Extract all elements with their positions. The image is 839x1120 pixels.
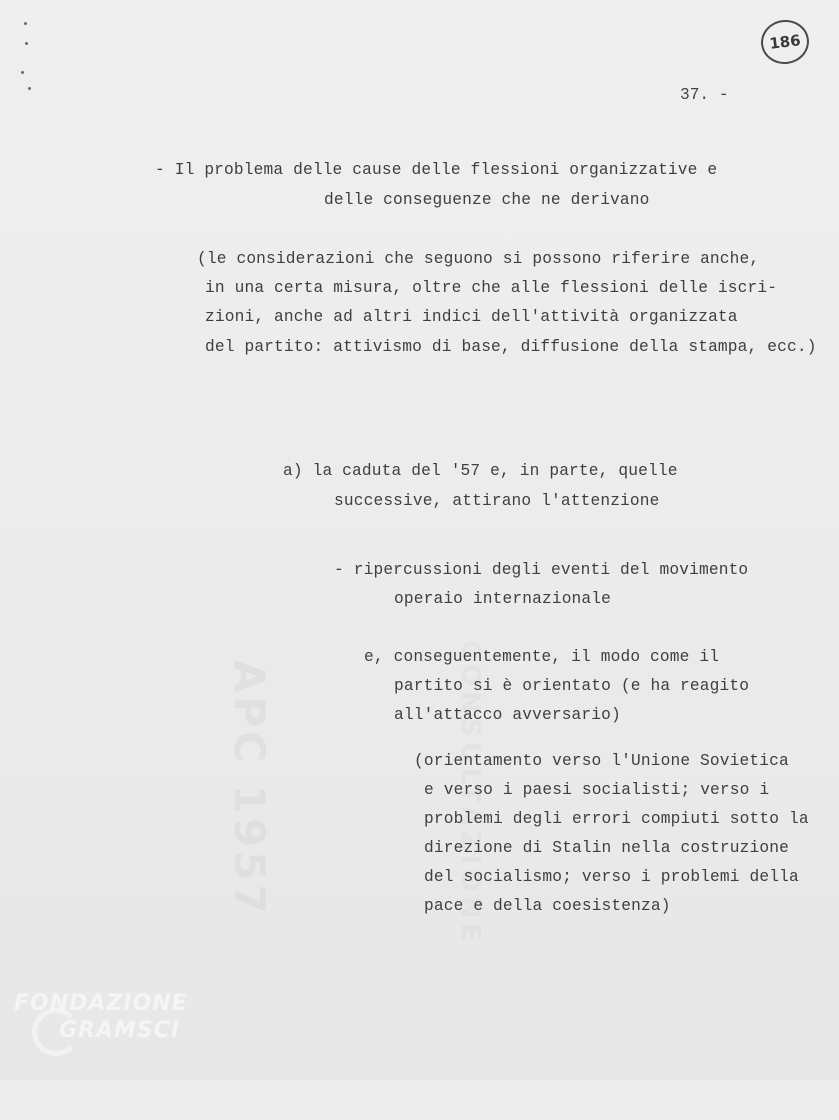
scan-speck [24, 22, 27, 25]
note-line-4: del partito: attivismo di base, diffusione della stampa, ecc.) [205, 338, 817, 356]
orientation-line-4: direzione di Stalin nella costruzione [424, 839, 789, 857]
section-a-line-1: a) la caduta del '57 e, in parte, quelle [283, 462, 678, 480]
vertical-watermark: APC 1957 [225, 660, 274, 918]
note-line-2: in una certa misura, oltre che alle flessioni delle iscri- [205, 279, 778, 297]
foundation-logo [14, 985, 219, 1070]
consequence-line-3: all'attacco avversario) [394, 706, 621, 724]
orientation-line-2: e verso i paesi socialisti; verso i [424, 781, 770, 799]
note-line-3: zioni, anche ad altri indici dell'attività organizzata [205, 308, 738, 326]
orientation-line-5: del socialismo; verso i problemi della [424, 868, 799, 886]
subpoint-line-1: - ripercussioni degli eventi del movimento [334, 561, 749, 579]
vertical-watermark-secondary: CONSULTAZIONE [455, 640, 485, 947]
logo-ring [32, 1008, 80, 1056]
section-a-line-2: successive, attirano l'attenzione [334, 492, 660, 510]
logo-text-bottom: GRAMSCI [59, 1018, 181, 1043]
scan-speck [21, 71, 24, 74]
page-number: 37. - [680, 86, 729, 104]
logo-text-top: FONDAZIONE [14, 991, 188, 1016]
note-line-1: (le considerazioni che seguono si possono riferire anche, [197, 250, 760, 268]
orientation-line-3: problemi degli errori compiuti sotto la [424, 810, 809, 828]
scan-speck [28, 87, 31, 90]
consequence-line-2: partito si è orientato (e ha reagito [394, 677, 750, 695]
consequence-line-1: e, conseguentemente, il modo come il [364, 648, 720, 666]
subpoint-line-2: operaio internazionale [394, 590, 612, 608]
archive-page-mark: 186 [758, 17, 811, 67]
orientation-line-1: (orientamento verso l'Unione Sovietica [414, 752, 789, 770]
title-line-1: - Il problema delle cause delle flessioni organizzative e [155, 161, 718, 179]
orientation-line-6: pace e della coesistenza) [424, 897, 671, 915]
title-line-2: delle conseguenze che ne derivano [324, 191, 650, 209]
scan-speck [25, 42, 28, 45]
